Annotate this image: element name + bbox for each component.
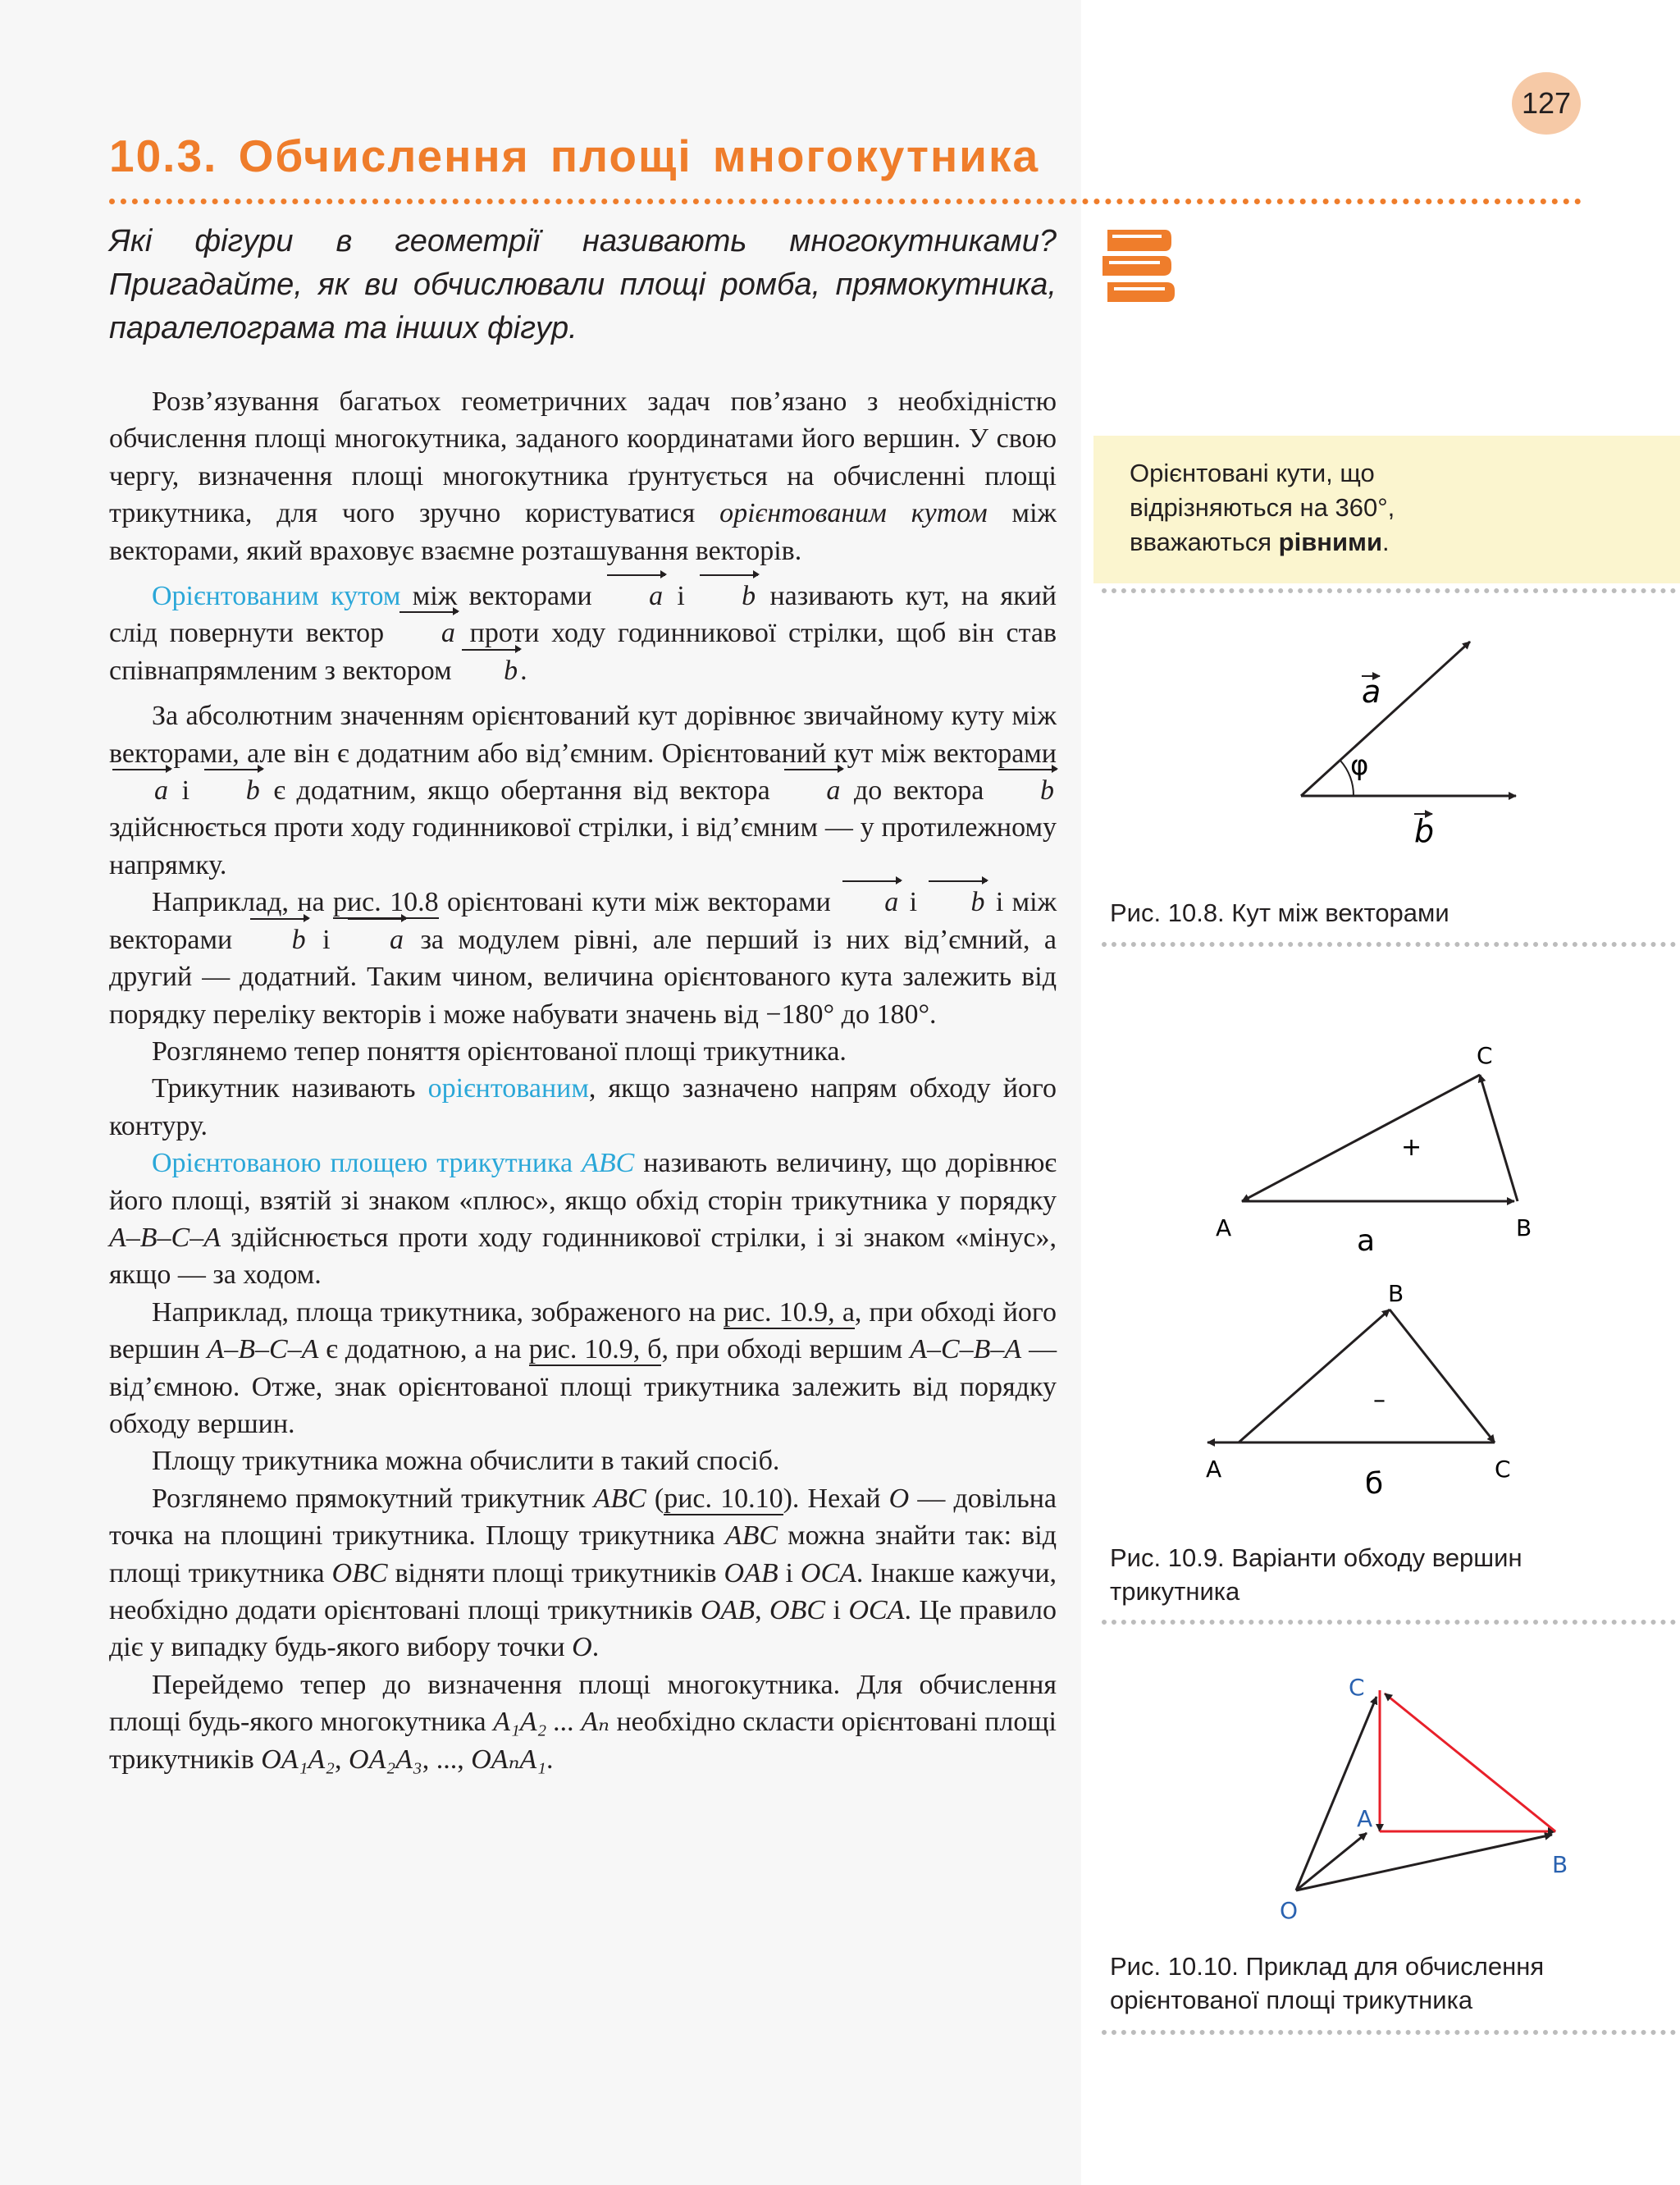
paragraph-9: Площу трикутника можна обчислити в такий спосіб. bbox=[152, 1446, 780, 1477]
vertex-b-label: B bbox=[1388, 1280, 1404, 1307]
separator-fig-10-10 bbox=[1102, 2030, 1676, 2035]
vector-b: b bbox=[459, 652, 520, 689]
vector-a: a bbox=[839, 884, 901, 921]
paragraph-8: Наприклад, площа трикутника, зображеного на рис. 10.9, а, при обході його вершин A–B–C–A є додатною, а на рис. 10.9, б, при обході вершим A–C–B–A — від’ємною. Отже, знак орієнтованої площі трикутника залежить від порядку обходу вершин. bbox=[109, 1296, 1057, 1439]
paragraph-10: Розглянемо прямокутний трикутник ABC (рис. 10.10). Нехай O — довільна точка на площині трикутника. Площу трикутника ABC можна знайти так: від площі трикутника OBC відняти площі трикутників OAB і OCA. Інакше кажучи, необхідно додати орієнтовані площі трикутників OAB, OBC і OCA. Це правило діє у випадку будь-якого вибору точки O. bbox=[109, 1483, 1057, 1663]
paragraph-4: Наприклад, на рис. 10.8 орієнтовані кути між векторами a і b і між векторами b і a за модулем рівні, але перший із них від’ємний, а другий — додатний. Таким чином, величина орієнтованого кута залежить від порядку переліку векторів і може набувати значень від −180° до 180°. bbox=[109, 884, 1057, 1033]
sign-plus: + bbox=[1401, 1133, 1422, 1162]
paragraph-3: За абсолютним значенням орієнтований кут дорівнює звичайному куту між векторами, але він є додатним або від’ємним. Орієнтований кут між векторами a і b є додатним, якщо обертання від вектора a до вектора b здійснюється проти ходу годинникової стрілки, і від’ємним — у протилежному напрямку. bbox=[109, 701, 1057, 880]
paragraph-11: Перейдемо тепер до визначення площі многокутника. Для обчислення площі будь-якого многокутника A₁A₂ ... Aₙ необхідно скласти орієнтовані площі трикутників OA₁A₂, OA₂A₃, ..., OAₙA₁. bbox=[109, 1669, 1057, 1775]
point-o-label: O bbox=[1280, 1897, 1299, 1924]
figure-10-9b bbox=[1189, 1277, 1534, 1501]
vertex-a-label: A bbox=[1357, 1805, 1373, 1832]
vector-a: a bbox=[396, 615, 458, 651]
separator-note bbox=[1102, 588, 1676, 593]
vertex-c-label: C bbox=[1495, 1456, 1511, 1483]
paragraph-6: Трикутник називають орієнтованим, якщо зазначено напрям обходу його контуру. bbox=[109, 1073, 1057, 1141]
label-a: а bbox=[1357, 1224, 1376, 1258]
vector-a: a bbox=[109, 772, 171, 809]
vector-a: a bbox=[781, 772, 842, 809]
figure-10-8 bbox=[1280, 624, 1542, 862]
separator-fig-10-8 bbox=[1102, 942, 1676, 947]
sign-minus: – bbox=[1373, 1386, 1386, 1415]
term-oriented-angle: Орієнтованим кутом bbox=[152, 581, 401, 612]
vector-b: b bbox=[696, 578, 758, 615]
vertex-a-label: A bbox=[1216, 1214, 1232, 1241]
figure-link-10-10[interactable]: рис. 10.10 bbox=[664, 1483, 783, 1514]
vertex-c-label: C bbox=[1349, 1674, 1365, 1701]
paragraph-2: Орієнтованим кутом між векторами a і b називають кут, на який слід повернути вектор a проти ходу годинникової стрілки, щоб він став співнапрямленим з вектором b. bbox=[109, 578, 1057, 689]
vector-b: b bbox=[201, 772, 262, 809]
section-title: 10.3. Обчислення площі многокутника bbox=[109, 130, 1040, 181]
figure-10-9-caption: Рис. 10.9. Варіанти обходу вершин трикутника bbox=[1110, 1543, 1522, 1606]
vector-a: a bbox=[345, 921, 406, 958]
vector-b-label: b bbox=[1414, 813, 1435, 849]
vertex-b-label: B bbox=[1552, 1851, 1568, 1878]
figure-10-10-caption: Рис. 10.10. Приклад для обчислення орієнтованої площі трикутника bbox=[1110, 1952, 1545, 2014]
vertex-b-label: B bbox=[1516, 1214, 1532, 1241]
vector-b: b bbox=[247, 921, 308, 958]
intro-question: Які фігури в геометрії називають многокутниками? Пригадайте, як ви обчислювали площі ромба, прямокутника, паралелограма та інших фігур. bbox=[109, 224, 1057, 345]
title-divider bbox=[109, 199, 1582, 204]
term-oriented: орієнтованим bbox=[427, 1073, 589, 1104]
margin-note bbox=[1093, 436, 1680, 583]
figure-10-10 bbox=[1263, 1657, 1591, 1928]
paragraph-5: Розглянемо тепер поняття орієнтованої площі трикутника. bbox=[152, 1035, 847, 1067]
label-b: б bbox=[1365, 1467, 1384, 1501]
vector-a-label: a bbox=[1362, 674, 1381, 710]
separator-fig-10-9 bbox=[1102, 1620, 1676, 1625]
vector-a-arrow bbox=[1301, 642, 1470, 796]
term-oriented-area: Орієнтованою площею трикутника bbox=[152, 1148, 573, 1179]
margin-note-text: Орієнтовані кути, що відрізняються на 360°, вважаються рівними. bbox=[1130, 459, 1395, 556]
paragraph-1: Розв’язування багатьох геометричних задач пов’язано з необхідністю обчислення площі многокутника, заданого координатами його вершин. У свою чергу, визначення площі многокутника ґрунтується на обчисленні площі трикутника, для чого зручно користуватися орієнтованим кутом між векторами, який враховує взаємне розташування векторів. bbox=[109, 386, 1057, 566]
vector-b: b bbox=[925, 884, 987, 921]
vertex-c-label: C bbox=[1477, 1042, 1493, 1069]
vertex-a-label: A bbox=[1206, 1456, 1222, 1483]
page-number: 127 bbox=[1512, 72, 1581, 135]
books-icon bbox=[1099, 223, 1181, 313]
vector-b: b bbox=[995, 772, 1057, 809]
figure-link-10-9a[interactable]: рис. 10.9, а bbox=[723, 1296, 855, 1328]
paragraph-7: Орієнтованою площею трикутника ABC називають величину, що дорівнює його площі, взятій зі знаком «плюс», якщо обхід сторін трикутника у порядку A–B–C–A здійснюється проти ходу годинникової стрілки, і зі знаком «мінус», якщо — за ходом. bbox=[109, 1148, 1057, 1291]
figure-link-10-8[interactable]: рис. 10.8 bbox=[332, 887, 439, 918]
figure-10-8-caption: Рис. 10.8. Кут між векторами bbox=[1110, 898, 1449, 927]
figure-link-10-9b[interactable]: рис. 10.9, б bbox=[528, 1334, 662, 1365]
vector-a: a bbox=[604, 578, 665, 615]
angle-label: φ bbox=[1350, 749, 1369, 782]
figure-10-9a bbox=[1206, 1042, 1550, 1264]
body-text bbox=[109, 383, 1057, 1778]
